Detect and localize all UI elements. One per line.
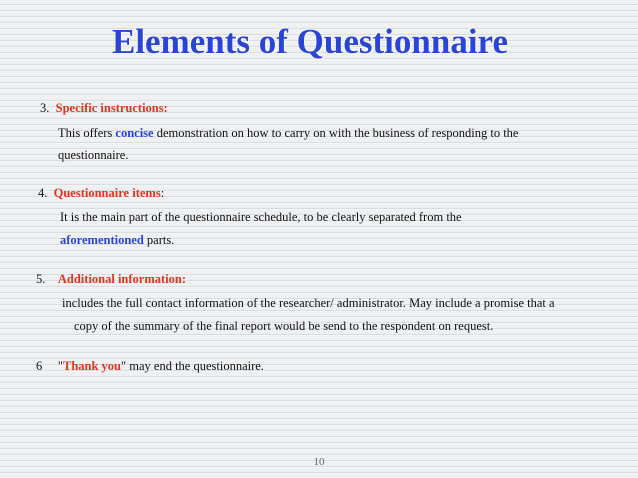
item-4-text-line1: It is the main part of the questionnaire schedule, to be clearly separated from the	[60, 210, 462, 224]
item-4-number: 4.	[38, 186, 48, 200]
item-4-heading: Questionnaire items	[53, 186, 161, 200]
item-4-highlight: aforementioned	[60, 233, 144, 247]
item-5-text-line1: includes the full contact information of the researcher/ administrator. May include a promise that a	[62, 296, 555, 310]
item-3-text-before: This offers	[58, 126, 116, 140]
item-5-text-line2: copy of the summary of the final report would be send to the respondent on request.	[74, 319, 494, 333]
item-6-quote-open: "	[57, 359, 63, 373]
item-3-text-after: demonstration on how to carry on with the business of responding to the	[153, 126, 519, 140]
item-4-text-line2	[60, 233, 174, 248]
item-4-text-after: parts.	[143, 233, 175, 247]
page-number: 10	[313, 456, 325, 468]
item-4-heading-line	[38, 186, 164, 201]
item-6-highlight: Thank you	[62, 359, 122, 373]
item-5-heading: Additional information:	[57, 272, 187, 286]
item-6-text-after: may end the questionnaire.	[126, 359, 264, 373]
item-3-heading-line	[40, 101, 168, 116]
item-6-line	[36, 359, 264, 374]
item-3-heading: Specific instructions:	[55, 101, 168, 115]
item-4-heading-suffix: :	[160, 186, 165, 200]
item-3-text-line1	[58, 126, 518, 141]
item-6-number: 6	[36, 359, 43, 373]
item-3-text-line2: questionnaire.	[58, 148, 129, 162]
item-3-number: 3.	[40, 101, 50, 115]
slide-title: Elements of Questionnaire	[111, 22, 508, 61]
item-6-quote-close: "	[121, 359, 127, 373]
item-3-highlight: concise	[115, 126, 154, 140]
item-5-heading-line	[36, 272, 186, 287]
item-5-number: 5.	[36, 272, 46, 286]
